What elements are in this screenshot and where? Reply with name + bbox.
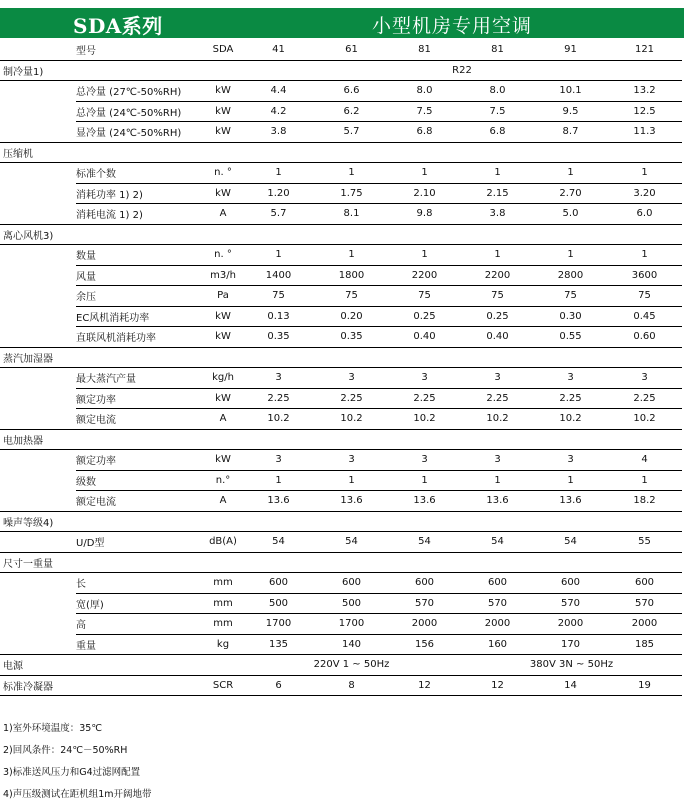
value-cell: 6.2 bbox=[315, 101, 388, 122]
value-cell: 1 bbox=[461, 470, 534, 491]
value-cell: 0.40 bbox=[461, 327, 534, 348]
footnotes bbox=[3, 718, 152, 806]
value-cell: 75 bbox=[388, 286, 461, 307]
spec-row bbox=[0, 573, 682, 594]
model-label: 型号 bbox=[76, 40, 204, 60]
value-cell: 6.8 bbox=[388, 122, 461, 143]
value-cell: 1.20 bbox=[242, 183, 315, 204]
value-cell: 1 bbox=[607, 245, 682, 266]
indent-cell bbox=[0, 573, 76, 594]
spec-row bbox=[0, 327, 682, 348]
value-cell: 19 bbox=[607, 675, 682, 696]
value-cell: 8.0 bbox=[388, 81, 461, 102]
value-cell: 156 bbox=[388, 634, 461, 655]
value-cell: 13.2 bbox=[607, 81, 682, 102]
indent-cell bbox=[0, 245, 76, 266]
refrigerant-value: R22 bbox=[242, 60, 682, 81]
value-cell: 0.20 bbox=[315, 306, 388, 327]
section-title: 压缩机 bbox=[0, 142, 682, 163]
value-cell: 2.25 bbox=[461, 388, 534, 409]
value-cell: 570 bbox=[534, 593, 607, 614]
indent-cell bbox=[0, 634, 76, 655]
value-cell: 8.0 bbox=[461, 81, 534, 102]
value-cell: 0.30 bbox=[534, 306, 607, 327]
value-cell: 140 bbox=[315, 634, 388, 655]
empty-cell bbox=[0, 40, 76, 60]
value-cell: 10.2 bbox=[607, 409, 682, 430]
value-cell: 5.0 bbox=[534, 204, 607, 225]
product-title: 小型机房专用空调 bbox=[372, 15, 533, 37]
unit: Pa bbox=[204, 286, 242, 307]
value-cell: 0.60 bbox=[607, 327, 682, 348]
indent-cell bbox=[0, 163, 76, 184]
value-cell: 1.75 bbox=[315, 183, 388, 204]
value-cell: 185 bbox=[607, 634, 682, 655]
value-cell: 0.55 bbox=[534, 327, 607, 348]
spec-row bbox=[0, 491, 682, 512]
value-cell: 600 bbox=[388, 573, 461, 594]
parameter-name: 显冷量 (24℃-50%RH) bbox=[76, 122, 204, 143]
value-cell: 2200 bbox=[461, 265, 534, 286]
unit: kW bbox=[204, 122, 242, 143]
footnote: 2)回风条件：24℃－50%RH bbox=[3, 745, 128, 756]
value-cell: 14 bbox=[534, 675, 607, 696]
value-cell: 1 bbox=[607, 470, 682, 491]
unit: kW bbox=[204, 81, 242, 102]
value-cell: 3 bbox=[242, 450, 315, 471]
condenser-unit: SCR bbox=[204, 675, 242, 696]
unit: mm bbox=[204, 573, 242, 594]
spec-row bbox=[0, 614, 682, 635]
unit: A bbox=[204, 491, 242, 512]
spec-row bbox=[0, 306, 682, 327]
value-cell: 54 bbox=[461, 532, 534, 553]
indent-cell bbox=[0, 81, 76, 102]
model-number: 91 bbox=[534, 40, 607, 60]
value-cell: 5.7 bbox=[242, 204, 315, 225]
power-three-phase: 380V 3N ~ 50Hz bbox=[461, 655, 682, 676]
series-title: SDA系列 bbox=[73, 14, 163, 38]
unit: kW bbox=[204, 183, 242, 204]
unit: n. ° bbox=[204, 245, 242, 266]
value-cell: 13.6 bbox=[388, 491, 461, 512]
parameter-name: 额定电流 bbox=[76, 409, 204, 430]
value-cell: 8.1 bbox=[315, 204, 388, 225]
unit: kW bbox=[204, 327, 242, 348]
value-cell: 12.5 bbox=[607, 101, 682, 122]
unit: dB(A) bbox=[204, 532, 242, 553]
unit: n.° bbox=[204, 470, 242, 491]
value-cell: 1400 bbox=[242, 265, 315, 286]
value-cell: 2.25 bbox=[242, 388, 315, 409]
value-cell: 1 bbox=[315, 245, 388, 266]
unit: kg/h bbox=[204, 368, 242, 389]
value-cell: 55 bbox=[607, 532, 682, 553]
value-cell: 6.8 bbox=[461, 122, 534, 143]
value-cell: 3 bbox=[461, 450, 534, 471]
value-cell: 75 bbox=[534, 286, 607, 307]
spec-row bbox=[0, 470, 682, 491]
value-cell: 2200 bbox=[388, 265, 461, 286]
value-cell: 0.40 bbox=[388, 327, 461, 348]
value-cell: 3 bbox=[242, 368, 315, 389]
model-number: 61 bbox=[315, 40, 388, 60]
spec-row bbox=[0, 163, 682, 184]
model-series: SDA bbox=[204, 40, 242, 60]
value-cell: 500 bbox=[242, 593, 315, 614]
value-cell: 10.2 bbox=[461, 409, 534, 430]
value-cell: 5.7 bbox=[315, 122, 388, 143]
unit: mm bbox=[204, 614, 242, 635]
value-cell: 2000 bbox=[607, 614, 682, 635]
value-cell: 1 bbox=[534, 470, 607, 491]
value-cell: 0.25 bbox=[461, 306, 534, 327]
value-cell: 2.70 bbox=[534, 183, 607, 204]
value-cell: 8 bbox=[315, 675, 388, 696]
spec-row bbox=[0, 183, 682, 204]
value-cell: 75 bbox=[607, 286, 682, 307]
section-header bbox=[0, 552, 682, 573]
value-cell: 12 bbox=[461, 675, 534, 696]
parameter-name: 风量 bbox=[76, 265, 204, 286]
unit: n. ° bbox=[204, 163, 242, 184]
condenser-label: 标准冷凝器 bbox=[0, 675, 204, 696]
indent-cell bbox=[0, 388, 76, 409]
value-cell: 10.2 bbox=[534, 409, 607, 430]
value-cell: 2000 bbox=[461, 614, 534, 635]
spec-row bbox=[0, 101, 682, 122]
indent-cell bbox=[0, 306, 76, 327]
value-cell: 1 bbox=[461, 245, 534, 266]
section-header bbox=[0, 429, 682, 450]
value-cell: 500 bbox=[315, 593, 388, 614]
model-number: 41 bbox=[242, 40, 315, 60]
section-header bbox=[0, 60, 682, 81]
value-cell: 2800 bbox=[534, 265, 607, 286]
value-cell: 3 bbox=[388, 450, 461, 471]
model-number: 81 bbox=[388, 40, 461, 60]
spec-row bbox=[0, 81, 682, 102]
spec-row bbox=[0, 265, 682, 286]
parameter-name: 总冷量 (24℃-50%RH) bbox=[76, 101, 204, 122]
value-cell: 54 bbox=[388, 532, 461, 553]
unit: mm bbox=[204, 593, 242, 614]
value-cell: 1 bbox=[315, 163, 388, 184]
indent-cell bbox=[0, 409, 76, 430]
value-cell: 3 bbox=[607, 368, 682, 389]
value-cell: 3 bbox=[534, 450, 607, 471]
unit: m3/h bbox=[204, 265, 242, 286]
value-cell: 3 bbox=[461, 368, 534, 389]
footnote: 1)室外环境温度：35℃ bbox=[3, 723, 103, 734]
footnote: 3)标准送风压力和G4过滤网配置 bbox=[3, 767, 141, 778]
value-cell: 2.25 bbox=[607, 388, 682, 409]
value-cell: 10.1 bbox=[534, 81, 607, 102]
value-cell: 2.25 bbox=[534, 388, 607, 409]
section-header bbox=[0, 224, 682, 245]
section-header bbox=[0, 142, 682, 163]
spec-row bbox=[0, 204, 682, 225]
section-title: 电加热器 bbox=[0, 429, 682, 450]
section-title: 蒸汽加湿器 bbox=[0, 347, 682, 368]
parameter-name: 数量 bbox=[76, 245, 204, 266]
value-cell: 75 bbox=[242, 286, 315, 307]
value-cell: 1 bbox=[315, 470, 388, 491]
value-cell: 600 bbox=[607, 573, 682, 594]
parameter-name: 额定电流 bbox=[76, 491, 204, 512]
value-cell: 0.35 bbox=[315, 327, 388, 348]
value-cell: 1 bbox=[461, 163, 534, 184]
value-cell: 6 bbox=[242, 675, 315, 696]
value-cell: 4.2 bbox=[242, 101, 315, 122]
value-cell: 3600 bbox=[607, 265, 682, 286]
indent-cell bbox=[0, 470, 76, 491]
value-cell: 10.2 bbox=[315, 409, 388, 430]
parameter-name: 额定功率 bbox=[76, 450, 204, 471]
value-cell: 4.4 bbox=[242, 81, 315, 102]
indent-cell bbox=[0, 122, 76, 143]
value-cell: 10.2 bbox=[388, 409, 461, 430]
value-cell: 1 bbox=[388, 470, 461, 491]
value-cell: 600 bbox=[534, 573, 607, 594]
unit: A bbox=[204, 409, 242, 430]
value-cell: 8.7 bbox=[534, 122, 607, 143]
value-cell: 0.25 bbox=[388, 306, 461, 327]
parameter-name: 标准个数 bbox=[76, 163, 204, 184]
value-cell: 600 bbox=[242, 573, 315, 594]
value-cell: 1800 bbox=[315, 265, 388, 286]
title-banner bbox=[0, 8, 684, 38]
value-cell: 2.25 bbox=[315, 388, 388, 409]
value-cell: 3.20 bbox=[607, 183, 682, 204]
value-cell: 13.6 bbox=[315, 491, 388, 512]
value-cell: 600 bbox=[461, 573, 534, 594]
value-cell: 4 bbox=[607, 450, 682, 471]
footnote: 4)声压级测试在距机组1m开阔地带 bbox=[3, 789, 152, 800]
spec-row bbox=[0, 388, 682, 409]
model-number: 81 bbox=[461, 40, 534, 60]
unit: kW bbox=[204, 388, 242, 409]
value-cell: 13.6 bbox=[461, 491, 534, 512]
value-cell: 0.35 bbox=[242, 327, 315, 348]
value-cell: 3 bbox=[315, 450, 388, 471]
value-cell: 9.8 bbox=[388, 204, 461, 225]
parameter-name: 额定功率 bbox=[76, 388, 204, 409]
power-single-phase: 220V 1 ~ 50Hz bbox=[242, 655, 461, 676]
indent-cell bbox=[0, 450, 76, 471]
parameter-name: 高 bbox=[76, 614, 204, 635]
spec-row bbox=[0, 593, 682, 614]
value-cell: 54 bbox=[315, 532, 388, 553]
value-cell: 13.6 bbox=[242, 491, 315, 512]
parameter-name: U/D型 bbox=[76, 532, 204, 553]
value-cell: 6.0 bbox=[607, 204, 682, 225]
power-label: 电源 bbox=[0, 655, 242, 676]
unit: kW bbox=[204, 101, 242, 122]
value-cell: 75 bbox=[461, 286, 534, 307]
value-cell: 3.8 bbox=[461, 204, 534, 225]
indent-cell bbox=[0, 183, 76, 204]
unit: kg bbox=[204, 634, 242, 655]
value-cell: 1 bbox=[242, 245, 315, 266]
parameter-name: 消耗电流 1) 2) bbox=[76, 204, 204, 225]
spec-row bbox=[0, 450, 682, 471]
value-cell: 54 bbox=[242, 532, 315, 553]
unit: kW bbox=[204, 306, 242, 327]
parameter-name: 总冷量 (27℃-50%RH) bbox=[76, 81, 204, 102]
spec-row bbox=[0, 286, 682, 307]
value-cell: 1 bbox=[534, 163, 607, 184]
value-cell: 1 bbox=[242, 470, 315, 491]
power-row bbox=[0, 655, 682, 676]
value-cell: 170 bbox=[534, 634, 607, 655]
model-number: 121 bbox=[607, 40, 682, 60]
indent-cell bbox=[0, 286, 76, 307]
section-title: 噪声等级4) bbox=[0, 511, 682, 532]
spec-row bbox=[0, 245, 682, 266]
spec-row bbox=[0, 368, 682, 389]
unit: A bbox=[204, 204, 242, 225]
indent-cell bbox=[0, 593, 76, 614]
value-cell: 1 bbox=[607, 163, 682, 184]
parameter-name: 消耗功率 1) 2) bbox=[76, 183, 204, 204]
indent-cell bbox=[0, 368, 76, 389]
parameter-name: 级数 bbox=[76, 470, 204, 491]
value-cell: 1700 bbox=[315, 614, 388, 635]
parameter-name: 直联风机消耗功率 bbox=[76, 327, 204, 348]
spec-row bbox=[0, 122, 682, 143]
value-cell: 18.2 bbox=[607, 491, 682, 512]
model-row bbox=[0, 40, 682, 60]
value-cell: 600 bbox=[315, 573, 388, 594]
value-cell: 160 bbox=[461, 634, 534, 655]
indent-cell bbox=[0, 327, 76, 348]
value-cell: 7.5 bbox=[461, 101, 534, 122]
parameter-name: 宽(厚) bbox=[76, 593, 204, 614]
spec-row bbox=[0, 409, 682, 430]
value-cell: 2.25 bbox=[388, 388, 461, 409]
indent-cell bbox=[0, 614, 76, 635]
value-cell: 13.6 bbox=[534, 491, 607, 512]
value-cell: 1 bbox=[388, 163, 461, 184]
section-title: 离心风机3) bbox=[0, 224, 682, 245]
parameter-name: 重量 bbox=[76, 634, 204, 655]
parameter-name: EC风机消耗功率 bbox=[76, 306, 204, 327]
value-cell: 1700 bbox=[242, 614, 315, 635]
condenser-row bbox=[0, 675, 682, 696]
value-cell: 3 bbox=[534, 368, 607, 389]
value-cell: 3.8 bbox=[242, 122, 315, 143]
spec-row bbox=[0, 634, 682, 655]
value-cell: 2000 bbox=[534, 614, 607, 635]
value-cell: 9.5 bbox=[534, 101, 607, 122]
value-cell: 1 bbox=[242, 163, 315, 184]
value-cell: 10.2 bbox=[242, 409, 315, 430]
parameter-name: 最大蒸汽产量 bbox=[76, 368, 204, 389]
section-title: 尺寸一重量 bbox=[0, 552, 682, 573]
value-cell: 2.15 bbox=[461, 183, 534, 204]
value-cell: 1 bbox=[388, 245, 461, 266]
indent-cell bbox=[0, 491, 76, 512]
value-cell: 11.3 bbox=[607, 122, 682, 143]
value-cell: 0.13 bbox=[242, 306, 315, 327]
value-cell: 12 bbox=[388, 675, 461, 696]
value-cell: 75 bbox=[315, 286, 388, 307]
value-cell: 54 bbox=[534, 532, 607, 553]
value-cell: 1 bbox=[534, 245, 607, 266]
value-cell: 7.5 bbox=[388, 101, 461, 122]
value-cell: 570 bbox=[388, 593, 461, 614]
section-title: 制冷量1) bbox=[0, 60, 242, 81]
value-cell: 0.45 bbox=[607, 306, 682, 327]
indent-cell bbox=[0, 101, 76, 122]
parameter-name: 余压 bbox=[76, 286, 204, 307]
spec-table bbox=[0, 40, 682, 696]
section-header bbox=[0, 511, 682, 532]
value-cell: 2.10 bbox=[388, 183, 461, 204]
value-cell: 570 bbox=[461, 593, 534, 614]
value-cell: 570 bbox=[607, 593, 682, 614]
parameter-name: 长 bbox=[76, 573, 204, 594]
unit: kW bbox=[204, 450, 242, 471]
indent-cell bbox=[0, 204, 76, 225]
indent-cell bbox=[0, 265, 76, 286]
value-cell: 6.6 bbox=[315, 81, 388, 102]
value-cell: 2000 bbox=[388, 614, 461, 635]
section-header bbox=[0, 347, 682, 368]
value-cell: 3 bbox=[315, 368, 388, 389]
indent-cell bbox=[0, 532, 76, 553]
value-cell: 135 bbox=[242, 634, 315, 655]
value-cell: 3 bbox=[388, 368, 461, 389]
spec-row bbox=[0, 532, 682, 553]
